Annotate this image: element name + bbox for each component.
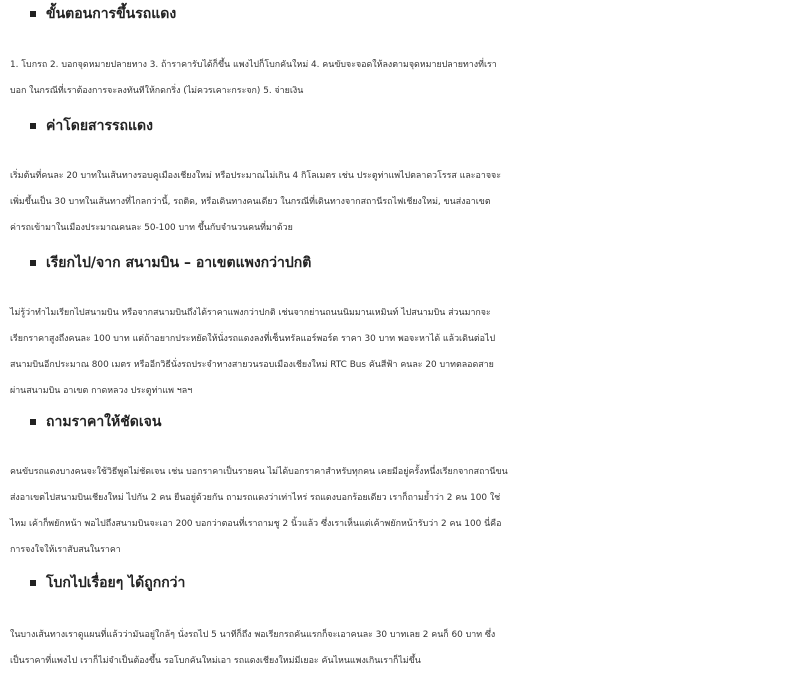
section-heading-fares [30,114,153,138]
heading-text: ขั้นตอนการขึ้นรถแดง [46,6,177,22]
paragraph-line: ไหม เค้าก็พยักหน้า พอไปถึงสนามบินจะเอา 200 บอกว่าตอนที่เราถามชู 2 นิ้วแล้ว ซึ่งเราเห็นแต่เค้าพยักหน้ารับว่า 2 คน 100 นี่คือ [10,519,502,529]
paragraph-boarding-steps [10,52,784,104]
paragraph-line: ผ่านสนามบิน อาเขต กาดหลวง ประตูท่าแพ ฯลฯ [10,386,193,396]
bullet-icon [30,580,36,586]
paragraph-line: เพิ่มขึ้นเป็น 30 บาทในเส้นทางที่ไกลกว่านี้, รถติด, หรือเดินทางคนเดียว ในกรณีที่เดินทางจากสถานีรถไฟเชียงใหม่, ขนส่งอาเขต [10,197,491,207]
paragraph-line: ไม่รู้ว่าทำไมเรียกไปสนามบิน หรือจากสนามบินถึงได้ราคาแพงกว่าปกติ เช่นจากย่านถนนนิมมานเหมินท์ ไปสนามบิน ส่วนมากจะ [10,308,491,318]
paragraph-line: เรียกราคาสูงถึงคนละ 100 บาท แต่ถ้าอยากประหยัดให้นั่งรถแดงลงที่เซ็นทรัลแอร์พอร์ต ราคา 30 บาท พอจะหาได้ แล้วเดินต่อไป [10,334,496,344]
paragraph-line: คนขับรถแดงบางคนจะใช้วิธีพูดไม่ชัดเจน เช่น บอกราคาเป็นรายคน ไม่ได้บอกราคาสำหรับทุกคน เคยมีอยู่ครั้งหนึ่งเรียกจากสถานีขน [10,467,508,477]
section-heading-ask-price [30,410,161,434]
paragraph-line: บอก ในกรณีที่เราต้องการจะลงทันทีให้กดกริ่ง (ไม่ควรเคาะกระจก) 5. จ่ายเงิน [10,86,304,96]
bullet-icon [30,123,36,129]
bullet-icon [30,11,36,17]
paragraph-line: สนามบินอีกประมาณ 800 เมตร หรืออีกวิธีนั่งรถประจำทางสายวนรอบเมืองเชียงใหม่ RTC Bus คันสีฟ้า คนละ 20 บาทตลอดสาย [10,360,494,370]
paragraph-line: 1. โบกรถ 2. บอกจุดหมายปลายทาง 3. ถ้าราคารับได้ก็ขึ้น แพงไปก็โบกคันใหม่ 4. คนขับจะจอดให้ลงตามจุดหมายปลายทางที่เรา [10,60,497,70]
bullet-icon [30,260,36,266]
paragraph-line: การจงใจให้เราสับสนในราคา [10,545,121,555]
paragraph-line: เริ่มต้นที่คนละ 20 บาทในเส้นทางรอบคูเมืองเชียงใหม่ หรือประมาณไม่เกิน 4 กิโลเมตร เช่น ประตูท่าแพไปตลาดวโรรส และอาจจะ [10,171,502,181]
paragraph-fares [10,163,784,241]
paragraph-ask-price [10,459,784,563]
paragraph-airport [10,300,784,404]
paragraph-line: ค่ารถเข้ามาในเมืองประมาณคนละ 50-100 บาท ขึ้นกับจำนวนคนที่มาด้วย [10,223,293,233]
section-heading-boarding-steps [30,2,176,26]
heading-text: ถามราคาให้ชัดเจน [46,414,162,430]
paragraph-line: ในบางเส้นทางเราดูแผนที่แล้วว่ามันอยู่ใกล้ๆ นั่งรถไป 5 นาทีก็ถึง พอเรียกรถคันแรกก็จะเอาคนละ 30 บาทเลย 2 คนก็ 60 บาท ซึ่ง [10,630,496,640]
heading-text: ค่าโดยสารรถแดง [46,118,153,134]
heading-text: เรียกไป/จาก สนามบิน – อาเขตแพงกว่าปกติ [46,255,312,271]
section-heading-airport [30,251,311,275]
section-heading-keep-hailing [30,571,185,595]
paragraph-keep-hailing [10,622,784,674]
bullet-icon [30,419,36,425]
heading-text: โบกไปเรื่อยๆ ได้ถูกกว่า [46,575,186,591]
paragraph-line: ส่งอาเขตไปสนามบินเชียงใหม่ ไปกัน 2 คน ยืนอยู่ด้วยกัน ถามรถแดงว่าเท่าไหร่ รถแดงบอกร้อยเดียว เราก็ถามย้ำว่า 2 คน 100 ใช่ [10,493,501,503]
paragraph-line: เป็นราคาที่แพงไป เราก็ไม่จำเป็นต้องขึ้น รอโบกคันใหม่เอา รถแดงเชียงใหม่มีเยอะ คันไหนแพงเกินเราก็ไม่ขึ้น [10,656,421,666]
